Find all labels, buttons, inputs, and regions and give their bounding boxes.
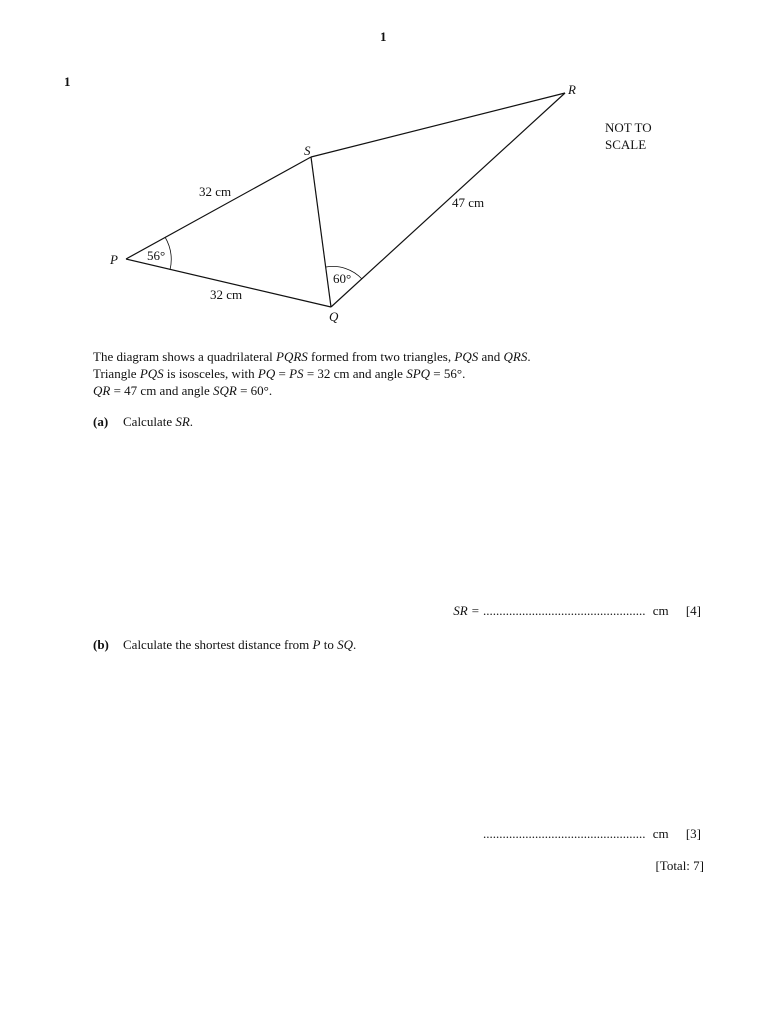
- side-label-ps: 32 cm: [199, 184, 232, 199]
- part-a-label: (a): [93, 414, 109, 429]
- side-label-pq: 32 cm: [210, 287, 243, 302]
- angle-label-spq: 56°: [147, 248, 166, 263]
- part-a-question: (a) Calculate SR.: [93, 414, 194, 429]
- part-a-answer-prefix: SR =: [453, 603, 480, 618]
- intro-line-2: Triangle PQS is isosceles, with PQ = PS = 32 cm and angle SPQ = 56°.: [93, 366, 466, 381]
- side-sq: [311, 157, 331, 307]
- part-b-answer-field[interactable]: ..................................................: [482, 826, 646, 841]
- angle-label-sqr: 60°: [333, 271, 352, 286]
- side-sr: [311, 93, 565, 157]
- part-a-marks: [4]: [685, 603, 701, 618]
- question-number: 1: [64, 74, 71, 89]
- side-qr: [331, 93, 565, 307]
- page-number: 1: [380, 29, 387, 44]
- part-b-unit: cm: [652, 826, 669, 841]
- not-to-scale-line2: SCALE: [605, 137, 647, 152]
- part-a-answer-field[interactable]: ..................................................: [482, 603, 646, 618]
- quadrilateral-diagram: [0, 0, 768, 340]
- part-b-question: (b) Calculate the shortest distance from P to SQ.: [93, 637, 357, 652]
- intro-line-1: The diagram shows a quadrilateral PQRS formed from two triangles, PQS and QRS.: [93, 349, 531, 364]
- intro-line-3: QR = 47 cm and angle SQR = 60°.: [93, 383, 273, 398]
- question-intro: [93, 348, 693, 399]
- angle-arc-p: [165, 237, 171, 270]
- side-label-qr: 47 cm: [452, 195, 485, 210]
- side-ps: [126, 157, 311, 259]
- vertex-label-r: R: [568, 82, 576, 97]
- part-b-marks: [3]: [685, 826, 701, 841]
- not-to-scale-note: [605, 119, 652, 153]
- part-b-answer-line: [483, 826, 701, 842]
- not-to-scale-line1: NOT TO: [605, 120, 652, 135]
- part-b-label: (b): [93, 637, 109, 652]
- part-a-unit: cm: [652, 603, 669, 618]
- vertex-label-s: S: [304, 143, 311, 158]
- total-marks: [Total: 7]: [655, 858, 704, 873]
- vertex-label-q: Q: [329, 309, 339, 324]
- part-a-answer-line: [453, 603, 701, 619]
- vertex-label-p: P: [110, 252, 118, 267]
